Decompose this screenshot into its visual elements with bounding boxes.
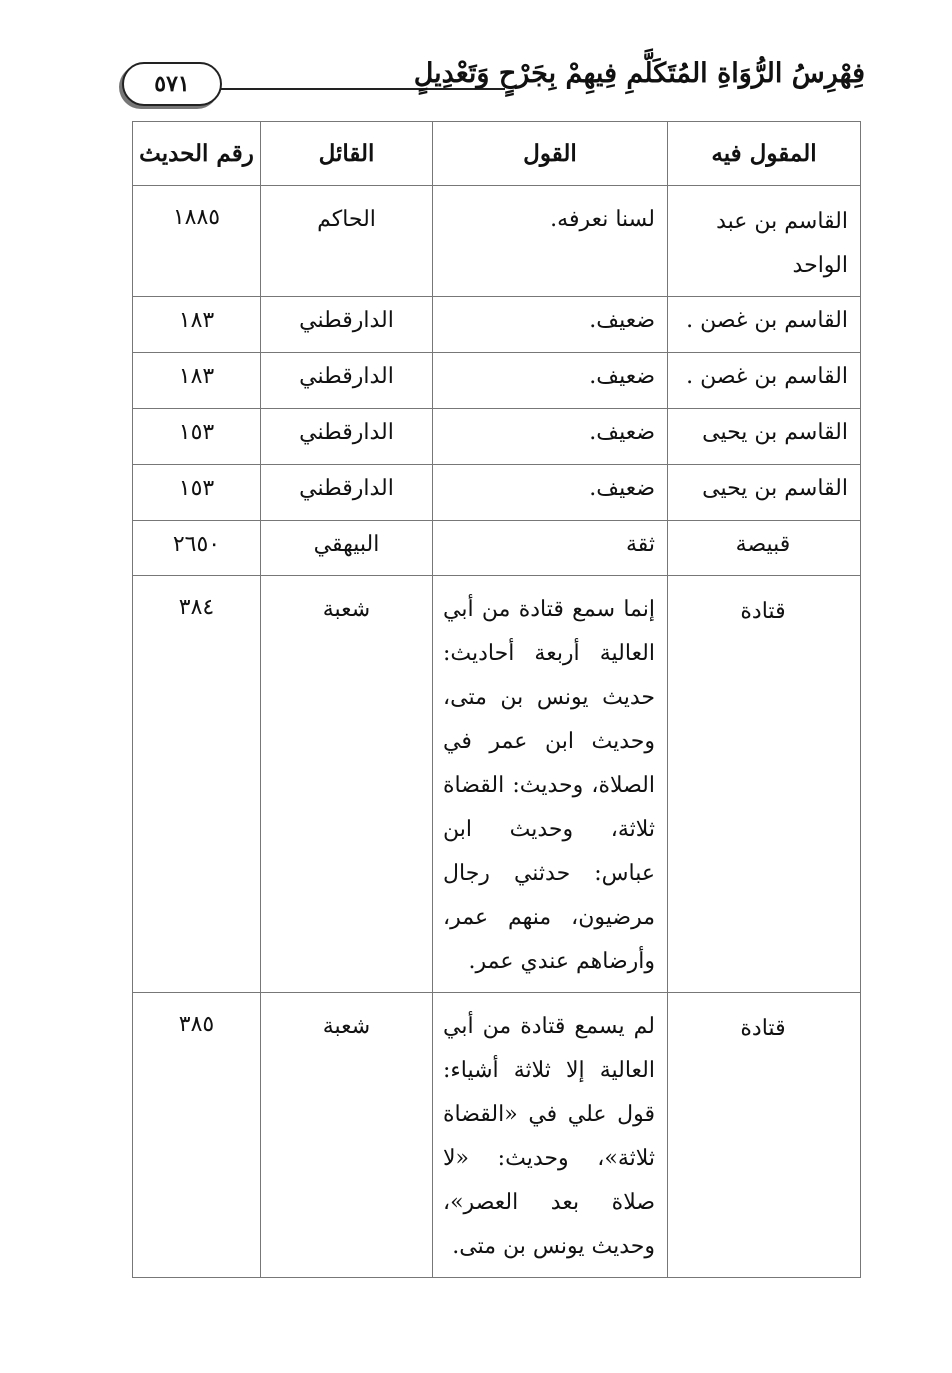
cell-subject: قبيصة xyxy=(668,521,861,576)
cell-subject: قتادة xyxy=(668,993,861,1278)
cell-statement: لسنا نعرفه. xyxy=(433,186,668,297)
column-header-number: رقم الحديث xyxy=(133,122,261,186)
cell-subject: القاسم بن غصن . xyxy=(668,297,861,353)
table-row xyxy=(133,353,861,409)
cell-sayer: شعبة xyxy=(261,993,433,1278)
cell-statement: ضعيف. xyxy=(433,409,668,465)
cell-number: ٣٨٥ xyxy=(133,993,261,1278)
cell-sayer: الدارقطني xyxy=(261,297,433,353)
cell-statement: ثقة xyxy=(433,521,668,576)
cell-statement: لم يسمع قتادة من أبي العالية إلا ثلاثة أشياء: قول علي في «القضاة ثلاثة»، وحديث: «لا صلاة بعد العصر»، وحديث يونس بن متى. xyxy=(433,993,668,1278)
cell-sayer: الدارقطني xyxy=(261,409,433,465)
cell-sayer: الدارقطني xyxy=(261,353,433,409)
table-row xyxy=(133,186,861,297)
page-number-badge: ٥٧١ xyxy=(122,62,222,106)
table-row xyxy=(133,993,861,1278)
cell-number: ١٨٣ xyxy=(133,353,261,409)
table-row xyxy=(133,297,861,353)
cell-subject: القاسم بن يحيى xyxy=(668,465,861,521)
cell-number: ١٥٣ xyxy=(133,465,261,521)
table-header-row xyxy=(133,122,861,186)
cell-statement: ضعيف. xyxy=(433,353,668,409)
running-title: فِهْرِسُ الرُّوَاةِ المُتَكَلَّمِ فِيهِمْ بِجَرْحٍ وَتَعْدِيلٍ xyxy=(413,58,865,89)
cell-subject: القاسم بن يحيى xyxy=(668,409,861,465)
cell-subject: قتادة xyxy=(668,576,861,993)
cell-number: ٣٨٤ xyxy=(133,576,261,993)
cell-number: ١٨٣ xyxy=(133,297,261,353)
cell-subject: القاسم بن عبد الواحد xyxy=(668,186,861,297)
table-row xyxy=(133,576,861,993)
table-row xyxy=(133,465,861,521)
cell-statement: ضعيف. xyxy=(433,465,668,521)
column-header-subject: المقول فيه xyxy=(668,122,861,186)
table-row xyxy=(133,409,861,465)
cell-sayer: شعبة xyxy=(261,576,433,993)
cell-number: ١٥٣ xyxy=(133,409,261,465)
cell-subject: القاسم بن غصن . xyxy=(668,353,861,409)
cell-statement: ضعيف. xyxy=(433,297,668,353)
column-header-sayer: القائل xyxy=(261,122,433,186)
cell-sayer: البيهقي xyxy=(261,521,433,576)
cell-number: ١٨٨٥ xyxy=(133,186,261,297)
column-header-statement: القول xyxy=(433,122,668,186)
cell-statement: إنما سمع قتادة من أبي العالية أربعة أحاديث: حديث يونس بن متى، وحديث ابن عمر في الصلاة، وحديث: القضاة ثلاثة، وحديث ابن عباس: حدثني رجال مرضيون، منهم عمر، وأرضاهم عندي عمر. xyxy=(433,576,668,993)
narrators-table xyxy=(132,121,861,1278)
cell-sayer: الدارقطني xyxy=(261,465,433,521)
page-header xyxy=(120,58,865,108)
cell-number: ٢٦٥٠ xyxy=(133,521,261,576)
cell-sayer: الحاكم xyxy=(261,186,433,297)
table-row xyxy=(133,521,861,576)
